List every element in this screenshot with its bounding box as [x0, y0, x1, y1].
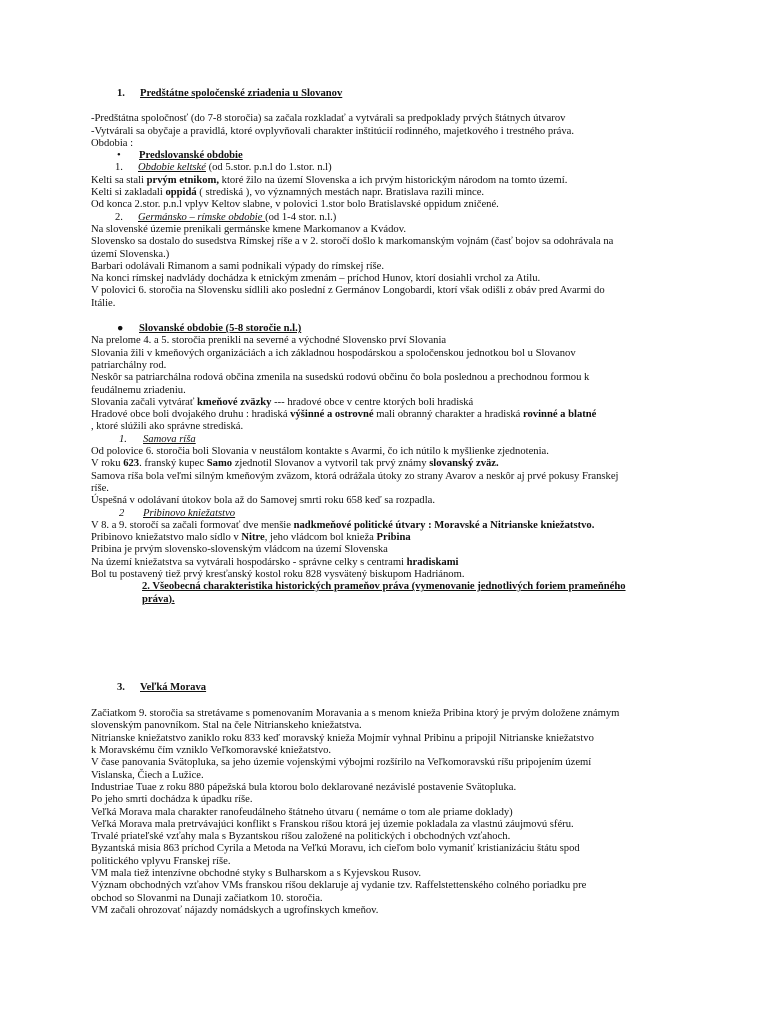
subsection-title: Samova ríša — [143, 433, 196, 445]
paragraph: Pribina je prvým slovensko-slovenským vládcom na území Slovenska — [91, 544, 388, 556]
subsection-germansko-rimske — [91, 212, 681, 224]
section-1-heading — [117, 88, 681, 100]
subsection-number: 1. — [119, 433, 127, 445]
bullet-predslovanske — [91, 150, 681, 162]
section-2-title-line: práva). — [142, 593, 175, 605]
paragraph: V roku 623. franský kupec Samo zjednotil Slovanov a vytvoril tak prvý známy slovanský zväz. — [91, 458, 499, 470]
paragraph: k Moravskému čím vzniklo Veľkomoravské kniežatstvo. — [91, 745, 332, 757]
bullet-label: Predslovanské obdobie — [139, 150, 243, 162]
paragraph: Od polovice 6. storočia boli Slovania v neustálom kontakte s Avarmi, čo ich nútilo k myšlienke zjednotenia. — [91, 446, 549, 458]
paragraph: ríše. — [91, 482, 109, 494]
paragraph: Industriae Tuae z roku 880 pápežská bula ktorou bolo deklarované nezávislé postavenie Svätopluka. — [91, 781, 517, 793]
section-2-title-line: 2. Všeobecná charakteristika historických prameňov práva (vymenovanie jednotlivých foriem prameňného — [142, 581, 626, 593]
paragraph: V čase panovania Svätopluka, sa jeho územie vojenskými výbojmi rozšírilo na Veľkomoravskú ríšu pripojením území — [91, 757, 592, 769]
paragraph: , ktoré slúžili ako správne strediská. — [91, 421, 244, 433]
section-2-heading — [142, 581, 681, 606]
subsection-title: Pribinovo kniežatstvo — [143, 507, 236, 519]
subsection-pribinovo-kniezatstvo — [91, 508, 681, 520]
paragraph: Itálie. — [91, 297, 116, 309]
paragraph: VM mala tiež intenzívne obchodné styky s Bulharskom a s Kyjevskou Rusov. — [91, 868, 422, 880]
bullet-dot: ● — [117, 323, 124, 335]
section-title: Veľká Morava — [140, 681, 207, 693]
paragraph: Kelti si zakladali oppidá ( strediská ), vo významných mestách napr. Bratislava razili mince. — [91, 187, 485, 199]
paragraph: Veľká Morava mala charakter ranofeudálneho štátneho útvaru ( nemáme o tom ale priame doklady) — [91, 806, 513, 818]
paragraph: Od konca 2.stor. p.n.l vplyv Keltov slabne, v polovici 1.stor bolo Bratislavské oppidum zničené. — [91, 199, 499, 211]
paragraph: Hradové obce boli dvojakého druhu : hradiská výšinné a ostrovné mali obranný charakter a hradiská rovinné a blatné — [91, 409, 597, 421]
paragraph: slovenským panovníkom. Stal na čele Nitrianskeho kniežatstva. — [91, 720, 362, 732]
paragraph: Úspešná v odolávaní útokov bola až do Samovej smrti roku 658 keď sa rozpadla. — [91, 495, 436, 507]
paragraph: feudálnemu zriadeniu. — [91, 384, 186, 396]
paragraph: Trvalé priateľské vzťahy mala s Byzantskou ríšou založené na politických i obchodných vzťahoch. — [91, 831, 511, 843]
subsection-keltske — [91, 162, 681, 174]
section-title: Predštátne spoločenské zriadenia u Slovanov — [140, 88, 343, 99]
paragraph: Pribinovo kniežatstvo malo sídlo v Nitre, jeho vládcom bol knieža Pribina — [91, 532, 411, 544]
paragraph: Na slovenské územie prenikali germánske kmene Markomanov a Kvádov. — [91, 223, 406, 235]
paragraph: Veľká Morava mala pretrvávajúci konflikt s Franskou ríšou ktorá jej územie pokladala za vlastnú záujmovú sféru. — [91, 818, 574, 830]
paragraph: Samova ríša bola veľmi silným kmeňovým zväzom, ktorá odrážala útoky zo strany Avarov a neskôr aj prvé pokusy Franskej — [91, 470, 619, 482]
subsection-dates: (od 1-4 stor. n.l.) — [265, 211, 337, 223]
paragraph: Neskôr sa patriarchálna rodová občina zmenila na susedskú rodovú občinu čo bola poslednou a prechodnou formou k — [91, 372, 590, 384]
paragraph: VM začali ohrozovať nájazdy nomádskych a ugrofínskych kmeňov. — [91, 904, 379, 916]
paragraph: Obdobia : — [91, 137, 134, 149]
paragraph: Význam obchodných vzťahov VMs franskou ríšou deklaruje aj vydanie tzv. Raffelstettenského colného poriadku pre — [91, 880, 587, 892]
paragraph: Na konci rímskej nadvlády dochádza k etnickým zmenám – príchod Hunov, ktorí dosiahli vrchol za Atilu. — [91, 273, 541, 285]
paragraph: V polovici 6. storočia na Slovensku sídlili ako poslední z Germánov Longobardi, ktorí však odišli z obáv pred Avarmi do — [91, 285, 605, 297]
paragraph: -Predštátna spoločnosť (do 7-8 storočia) sa začala rozkladať a vytvárali sa predpoklady prvých štátnych útvarov — [91, 113, 566, 125]
paragraph: Vislanska, Čiech a Lužice. — [91, 769, 204, 781]
paragraph: Na území kniežatstva sa vytvárali hospodársko - správne celky s centrami hradiskami — [91, 556, 459, 568]
section-number: 3. — [117, 681, 125, 693]
paragraph: Po jeho smrti dochádza k úpadku ríše. — [91, 794, 253, 806]
paragraph: -Vytvárali sa obyčaje a pravidlá, ktoré ovplyvňovali charakter inštitúcií rodinného, majetkového i trestného práva. — [91, 125, 575, 137]
paragraph: V 8. a 9. storočí sa začali formovať dve menšie nadkmeňové politické útvary : Moravské a Nitrianske kniežatstvo. — [91, 519, 595, 531]
subsection-number: 2. — [115, 211, 123, 223]
paragraph: Slovensko sa dostalo do susedstva Rímskej ríše a v 2. storočí došlo k markomanským vojnám (časť bojov sa odohrávala na — [91, 236, 614, 248]
section-number: 1. — [117, 88, 125, 99]
paragraph: patriarchálny rod. — [91, 359, 167, 371]
paragraph: Slovania začali vytvárať kmeňové zväzky --- hradové obce v centre ktorých boli hradiská — [91, 396, 474, 408]
paragraph: území Slovenska.) — [91, 248, 170, 260]
paragraph: obchod so Slovanmi na Dunaji začiatkom 10. storočia. — [91, 892, 323, 904]
subsection-title: Obdobie keltské — [138, 162, 206, 174]
subsection-number: 1. — [115, 162, 123, 174]
bullet-label: Slovanské obdobie (5-8 storočie n.l.) — [139, 323, 302, 335]
subsection-dates: (od 5.stor. p.n.l do 1.stor. n.l) — [205, 162, 332, 174]
paragraph: Na prelome 4. a 5. storočia prenikli na severné a východné Slovensko prví Slovania — [91, 335, 447, 347]
paragraph: Slovania žili v kmeňových organizáciách a ich základnou hospodárskou a spoločenskou jednotkou bol u Slovanov — [91, 347, 576, 359]
bullet-dot: • — [117, 150, 121, 162]
section-3-heading — [117, 682, 681, 694]
section-3-body — [91, 708, 681, 917]
subsection-samova-risa — [91, 434, 681, 446]
paragraph: politického vplyvu Franskej ríše. — [91, 855, 231, 867]
paragraph: Byzantská misia 863 príchod Cyrila a Metoda na Veľkú Moravu, ich cieľom bolo vymaniť kristianizáciu štátu spod — [91, 843, 580, 855]
subsection-number: 2 — [119, 507, 125, 519]
paragraph: Kelti sa stali prvým etnikom, ktoré žilo na území Slovenska a ich prvým historickým národom na tomto území. — [91, 174, 568, 186]
document-page — [91, 88, 681, 917]
paragraph: Nitrianske kniežatstvo zaniklo roku 833 keď moravský knieža Mojmír vyhnal Pribinu a pripojil Nitrianske kniežatstvo — [91, 732, 594, 744]
bullet-slovanske — [91, 323, 681, 335]
paragraph: Barbari odolávali Rimanom a sami podnikali výpady do rímskej ríše. — [91, 260, 385, 272]
paragraph: Začiatkom 9. storočia sa stretávame s pomenovaním Moravania a s menom knieža Pribina ktorý je prvým doložene známym — [91, 708, 620, 720]
paragraph: Bol tu postavený tiež prvý kresťanský kostol roku 828 vysvätený biskupom Hadriánom. — [91, 568, 465, 580]
subsection-title: Germánsko – rímske obdobie — [138, 211, 266, 223]
